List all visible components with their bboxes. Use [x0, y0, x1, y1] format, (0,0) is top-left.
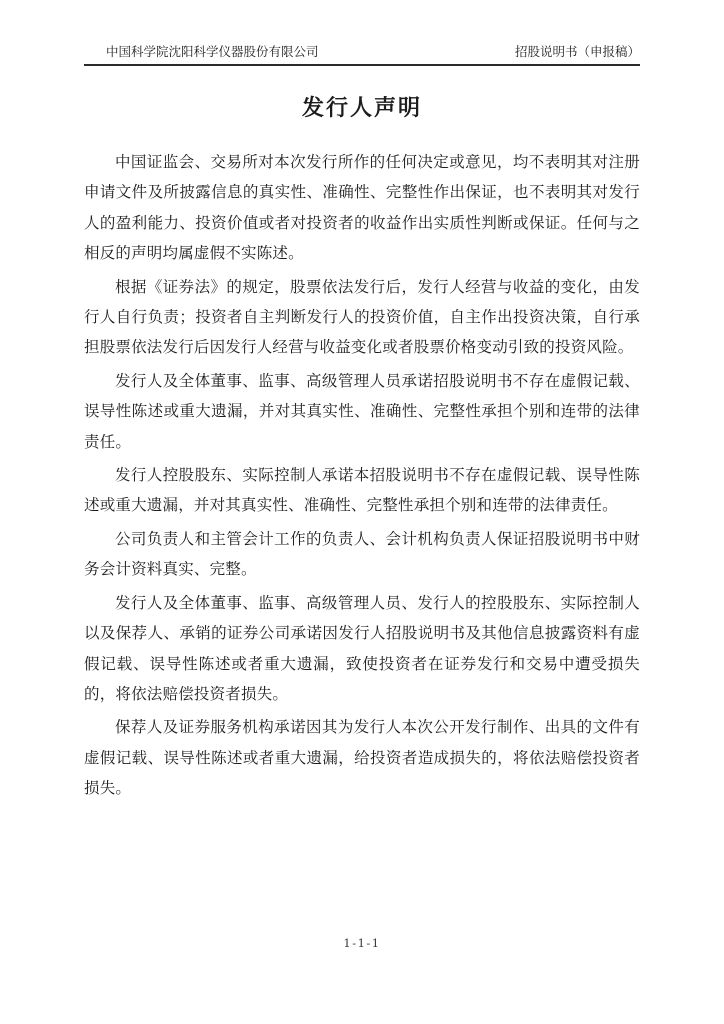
statement-paragraph-controlling-shareholder: 发行人控股股东、实际控制人承诺本招股说明书不存在虚假记载、误导性陈述或重大遗漏，并对其真实性、准确性、完整性承担个别和连带的法律责任。 [84, 466, 640, 515]
header-doc-type: 招股说明书（申报稿） [514, 44, 640, 59]
statement-paragraph-accounting-responsibles: 公司负责人和主管会计工作的负责人、会计机构负责人保证招股说明书中财务会计资料真实、完整。 [84, 529, 640, 579]
page-title: 发行人声明 [301, 96, 422, 121]
page-number: 1-1-1 [343, 936, 381, 950]
statement-paragraph-directors-commitment: 发行人及全体董事、监事、高级管理人员承诺招股说明书不存在虚假记载、误导性陈述或重大遗漏，并对其真实性、准确性、完整性承担个别和连带的法律责任。 [84, 371, 640, 451]
statement-paragraph-compensation-commitment: 发行人及全体董事、监事、高级管理人员、发行人的控股股东、实际控制人以及保荐人、承销的证券公司承诺因发行人招股说明书及其他信息披露资料有虚假记载、误导性陈述或者重大遗漏，致使投资者在证券发行和交易中遭受损失的，将依法赔偿投资者损失。 [84, 593, 640, 703]
statement-paragraph-sponsor-commitment: 保荐人及证券服务机构承诺因其为发行人本次公开发行制作、出具的文件有虚假记载、误导性陈述或者重大遗漏，给投资者造成损失的，将依法赔偿投资者损失。 [84, 718, 640, 798]
header-company-name: 中国科学院沈阳科学仪器股份有限公司 [106, 44, 319, 59]
statement-paragraph-securities-law: 根据《证券法》的规定，股票依法发行后，发行人经营与收益的变化，由发行人自行负责；投资者自主判断发行人的投资价值，自主作出投资决策，自行承担股票依法发行后因发行人经营与收益变化或者股票价格变动引致的投资风险。 [84, 277, 640, 357]
statement-paragraph-csrc-disclaimer: 中国证监会、交易所对本次发行所作的任何决定或意见，均不表明其对注册申请文件及所披露信息的真实性、准确性、完整性作出保证，也不表明其对发行人的盈利能力、投资价值或者对投资者的收益作出实质性判断或保证。任何与之相反的声明均属虚假不实陈述。 [84, 153, 640, 263]
page-header [84, 0, 640, 66]
statement-body [84, 147, 640, 804]
